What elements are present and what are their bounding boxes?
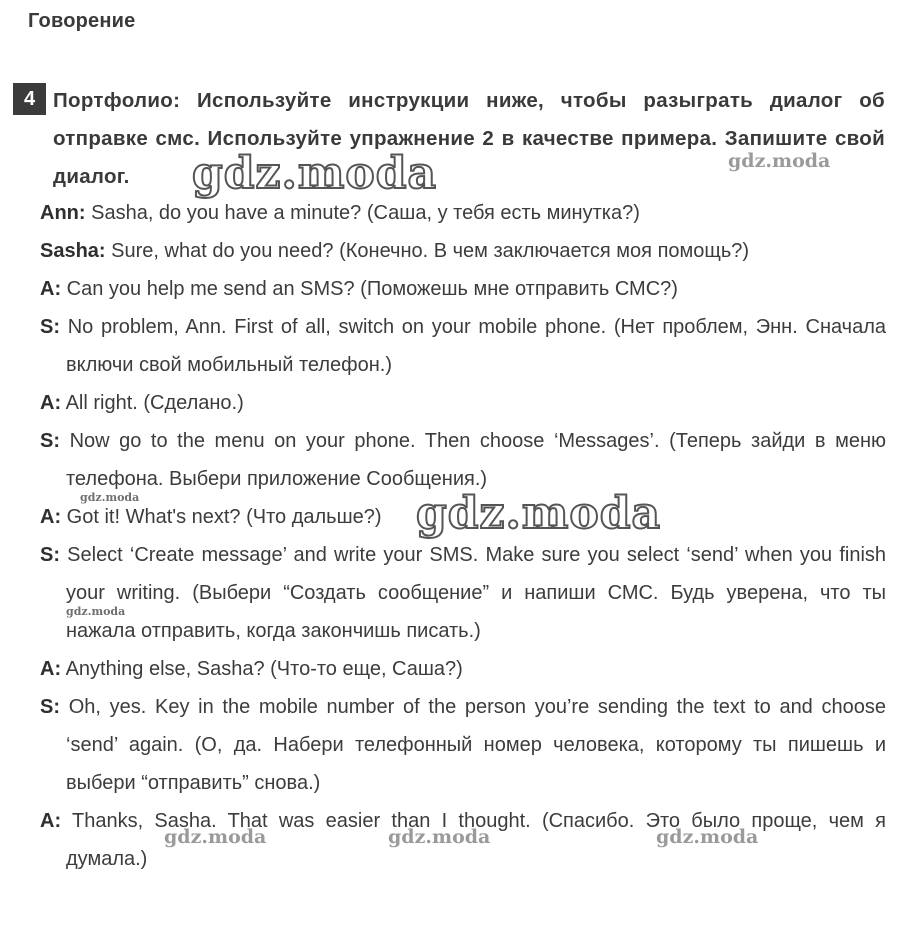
speaker-label: A:: [40, 278, 62, 300]
speaker-label: S:: [40, 430, 60, 452]
line-text: Can you help me send an SMS? (Поможешь мне отправить СМС?): [66, 278, 678, 300]
watermark: gdz.moda: [416, 488, 662, 539]
speaker-label: S:: [40, 544, 60, 566]
line-text: Sasha, do you have a minute? (Саша, у тебя есть минутка?): [91, 202, 640, 224]
line-text: Select ‘Create message’ and write your SMS. Make sure you select ‘send’ when you finish your writing. (Выбери “Создать сообщение” и напиши СМС. Будь уверена, что ты нажала отправить, когда закончишь писать.): [66, 544, 887, 642]
task-instruction: Портфолио: Используйте инструкции ниже, чтобы разыграть диалог об отправке смс. Используйте упражнение 2 в качестве примера. Запишите свой диалог.: [53, 89, 885, 188]
speaker-label: A:: [40, 392, 62, 414]
dialogue-line: [40, 536, 886, 650]
speaker-label: A:: [40, 810, 62, 832]
dialogue-line: [40, 422, 886, 498]
line-text: Got it! What's next? (Что дальше?): [66, 506, 382, 528]
watermark: gdz.moda: [728, 150, 831, 172]
dialogue-line: [40, 232, 886, 270]
watermark: gdz.moda: [656, 826, 759, 848]
line-text: Sure, what do you need? (Конечно. В чем заключается моя помощь?): [111, 240, 750, 262]
speaker-label: Sasha:: [40, 240, 106, 262]
line-text: No problem, Ann. First of all, switch on your mobile phone. (Нет проблем, Энн. Сначала включи свой мобильный телефон.): [66, 316, 887, 376]
watermark: gdz.moda: [388, 826, 491, 848]
watermark: gdz.moda: [164, 826, 267, 848]
dialogue-line: [40, 270, 886, 308]
dialogue-line: [40, 384, 886, 422]
speaker-label: S:: [40, 696, 60, 718]
speaker-label: A:: [40, 658, 62, 680]
line-text: Thanks, Sasha. That was easier than I thought. (Спасибо. Это было проще, чем я думала.): [66, 810, 886, 870]
speaker-label: A:: [40, 506, 62, 528]
dialogue-line: [40, 688, 886, 802]
dialogue-line: [40, 650, 886, 688]
dialogue-line: [40, 308, 886, 384]
line-text: All right. (Сделано.): [65, 392, 244, 414]
line-text: Now go to the menu on your phone. Then choose ‘Messages’. (Теперь зайди в меню телефона. Выбери приложение Сообщения.): [66, 430, 886, 490]
speaker-label: S:: [40, 316, 60, 338]
watermark: gdz.moda: [66, 605, 126, 618]
dialogue-line: [40, 194, 886, 232]
speaker-label: Ann:: [40, 202, 86, 224]
task-number-badge: 4: [13, 83, 46, 115]
watermark: gdz.moda: [80, 491, 140, 504]
watermark: gdz.moda: [192, 148, 438, 199]
section-title: Говорение: [28, 10, 136, 32]
line-text: Anything else, Sasha? (Что-то еще, Саша?): [65, 658, 463, 680]
line-text: Oh, yes. Key in the mobile number of the person you’re sending the text to and choose ‘send’ again. (О, да. Набери телефонный номер человека, которому ты пишешь и выбери “отправить” снова.): [66, 696, 886, 794]
